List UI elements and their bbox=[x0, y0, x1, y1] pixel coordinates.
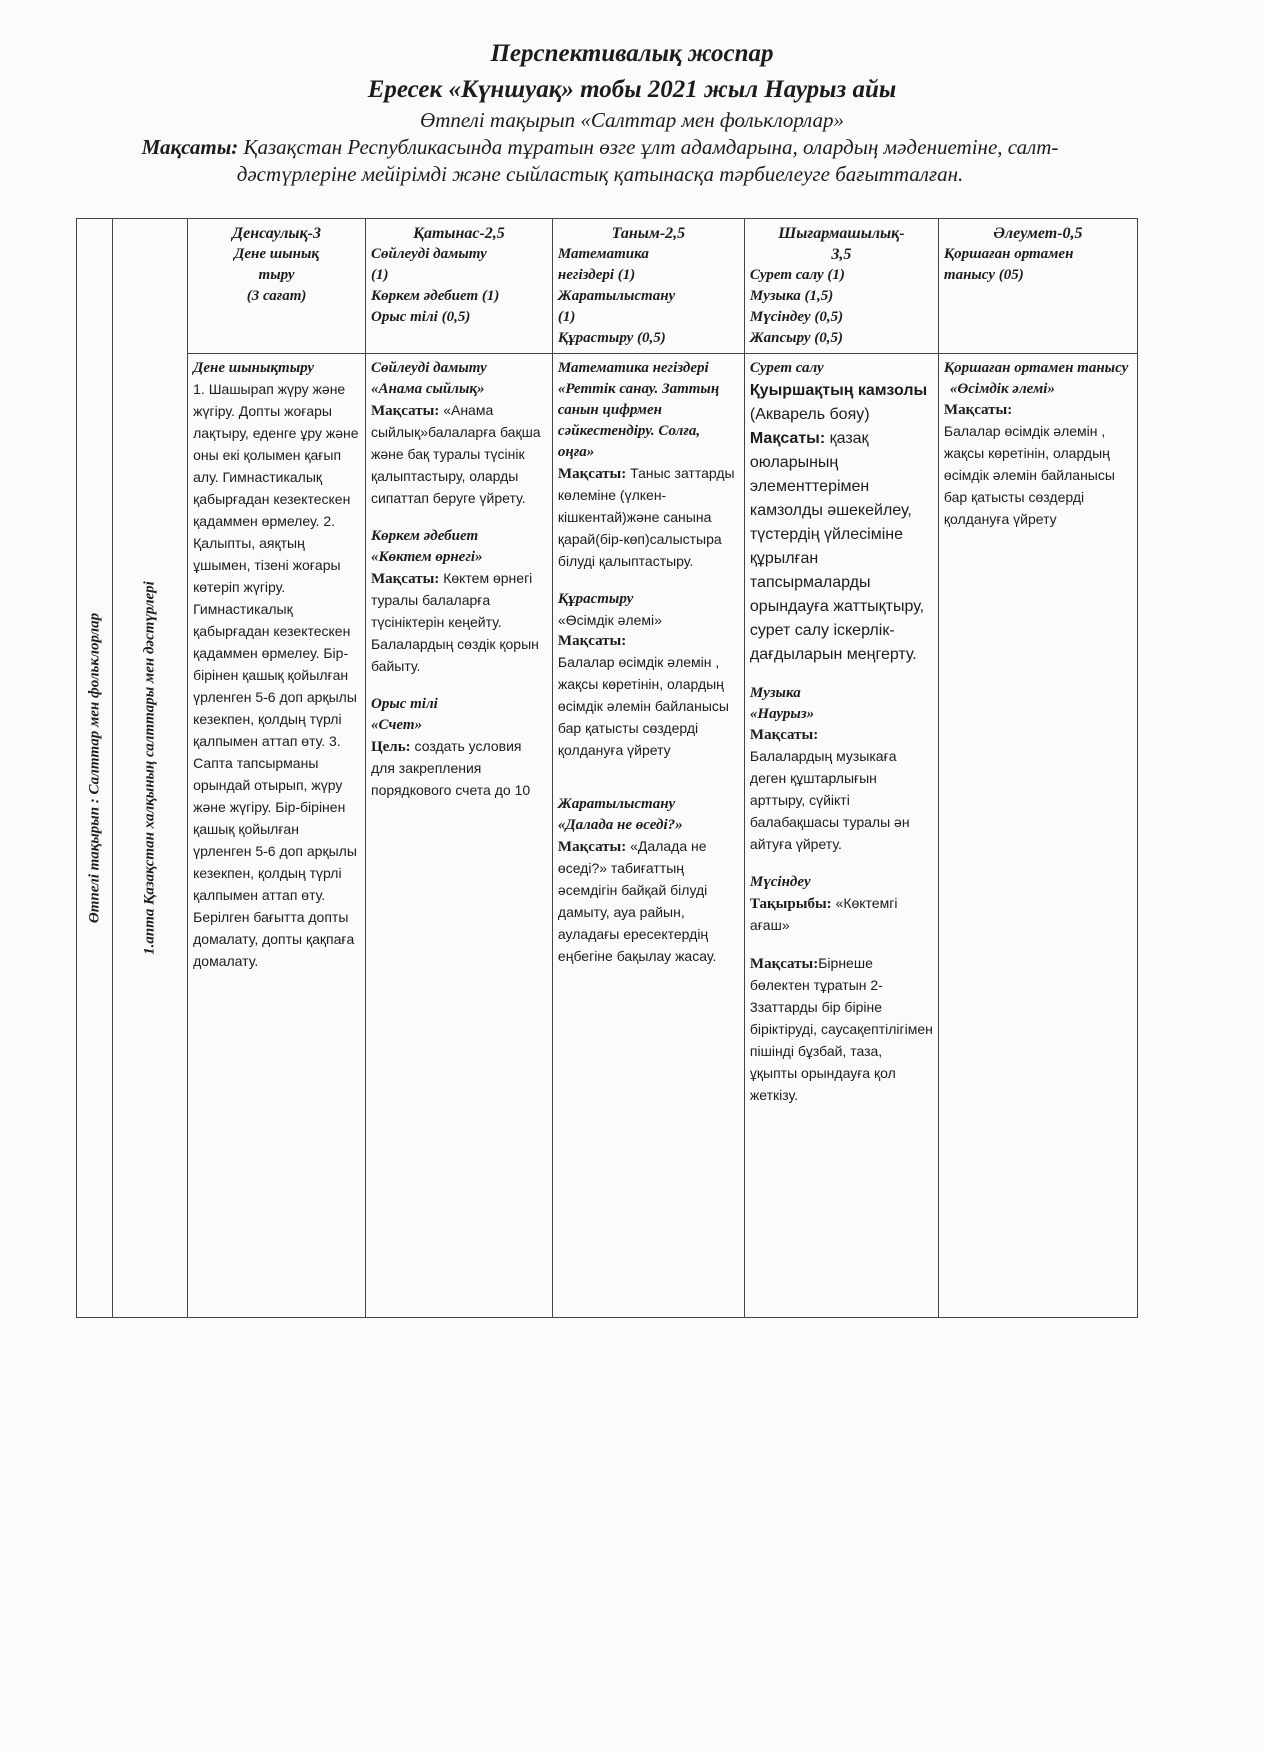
side-cell-theme bbox=[77, 219, 113, 1318]
health-heading: Дене шынықтыру bbox=[193, 360, 315, 376]
page-title: Перспективалық жоспар bbox=[490, 40, 774, 67]
goal-statement bbox=[120, 134, 1080, 188]
health-text: 1. Шашырап жүру және жүгіру. Допты жоғары лақтыру, еденге ұру және оны екі қолымен қағып алу. Гимнастикалық қабырғадан кезектескен қадаммен өрмелеу. 2. Қалыпты, аяқтың ұшымен, тізені жоғары көтеріп жүгіру. Гимнастикалық қабырғадан кезектескен қадаммен өрмелеу. Бір-бірінен қашық қойылған үрленген 5-6 доп арқылы кезекпен, қолдың түрлі қалпымен аттап өту. 3. Сапта тапсырманы орындай отырып, жүру және жүгіру. Бір-бірінен қашық қойылған үрленген 5-6 доп арқылы кезекпен, қолдың түрлі қалпымен аттап өту. Берілген бағытта допты домалату, допты қақпаға домалату. bbox=[193, 381, 359, 969]
cell-social: Қоршаған ортамен танысу «Өсімдік әлемі» Мақсаты: Балалар өсімдік әлемін , жақсы көретінін, олардың өсімдік әлемін байланысы бар қатысты сөздерді қолдануға үйрету bbox=[938, 354, 1137, 1318]
page-subtitle: Ересек «Күншуақ» тобы 2021 жыл Наурыз айы bbox=[367, 76, 897, 103]
plan-table bbox=[76, 218, 1138, 1318]
cell-creativity: Сурет салу Қуыршақтың камзолы (Акварель бояу) Мақсаты: қазақ оюларының элементтерімен камзолды әшекейлеу, түстердің үйлесіміне құрылған тапсырмаларды орындауға жаттықтыру, сурет салу іскерлік-дағдыларын меңгерту. Музыка «Наурыз» Мақсаты: Балалардың музыкаға деген құштарлығын арттыру, сүйікті балабақшасы туралы ән айтуға үйрету. Мүсіндеу Тақырыбы: «Көктемгі ағаш» Мақсаты:Бірнеше бөлектен тұратын 2-3заттарды бір біріне біріктіруді, саусақептілігімен пішінді бұзбай, таза, ұқыпты орындауға қол жеткізу. bbox=[744, 354, 938, 1318]
cell-communication: Сөйлеуді дамыту «Анама сыйлық» Мақсаты: «Анама сыйлық»балаларға бақша және бақ туралы түсінік қалыптастыру, оларды сипаттап беруге үйрету. Көркем әдебиет «Көктем өрнегі» Мақсаты: Көктем өрнегі туралы балаларға түсініктерін кеңейту. Балалардың сөздік қорын байыту. Орыс тілі «Счет» Цель: создать условия для закрепления порядкового счета до 10 bbox=[365, 354, 552, 1318]
header-social: Әлеумет-0,5 Қоршаған ортамен танысу (05) bbox=[938, 219, 1137, 354]
content-row bbox=[77, 354, 1138, 1318]
header-cognition: Таным-2,5 Математика негіздері (1) Жаратылыстану (1) Құрастыру (0,5) bbox=[552, 219, 744, 354]
side-label-theme: Өтпелі тақырып : Салттар мен фольклорлар bbox=[86, 612, 103, 924]
cell-cognition: Математика негіздері «Реттік санау. Заттың санын цифрмен сәйкестендіру. Солға, оңға» Мақсаты: Таныс заттарды көлеміне (үлкен-кішкентай)және санына қарай(бір-көп)салыстыра білуді қалыптастыру. Құрастыру «Өсімдік әлемі» Мақсаты: Балалар өсімдік әлемін , жақсы көретінін, олардың өсімдік әлемін байланысы бар қатысты сөздерді қолдануға үйрету Жаратылыстану «Далада не өседі?» Мақсаты: «Далада не өседі?» табиғаттың әсемдігін байқай білуді дамыту, ауа райын, ауладағы ересектердің еңбегіне бақылау жасау. bbox=[552, 354, 744, 1318]
side-cell-week bbox=[113, 219, 188, 1318]
goal-text: Қазақстан Республикасында тұратын өзге ұлт адамдарына, олардың мәдениетіне, салт-дәстүрлеріне мейірімді және сыйластық қатынасқа тәрбиелеуге бағытталған. bbox=[236, 135, 1059, 186]
side-label-week: 1.апта Қазақстан халқының салттары мен дәстүрлері bbox=[141, 581, 158, 955]
goal-label: Мақсаты: bbox=[141, 135, 239, 159]
weekly-theme-line: Өтпелі тақырып «Салттар мен фольклорлар» bbox=[420, 108, 844, 132]
header-communication: Қатынас-2,5 Сөйлеуді дамыту (1) Көркем әдебиет (1) Орыс тілі (0,5) bbox=[365, 219, 552, 354]
cell-health bbox=[188, 354, 366, 1318]
header-health: Денсаулық-3 Дене шынық тыру (3 сағат) bbox=[188, 219, 366, 354]
header-creativity: Шығармашылық- 3,5 Сурет салу (1) Музыка (1,5) Мүсіндеу (0,5) Жапсыру (0,5) bbox=[744, 219, 938, 354]
header-row bbox=[77, 219, 1138, 354]
